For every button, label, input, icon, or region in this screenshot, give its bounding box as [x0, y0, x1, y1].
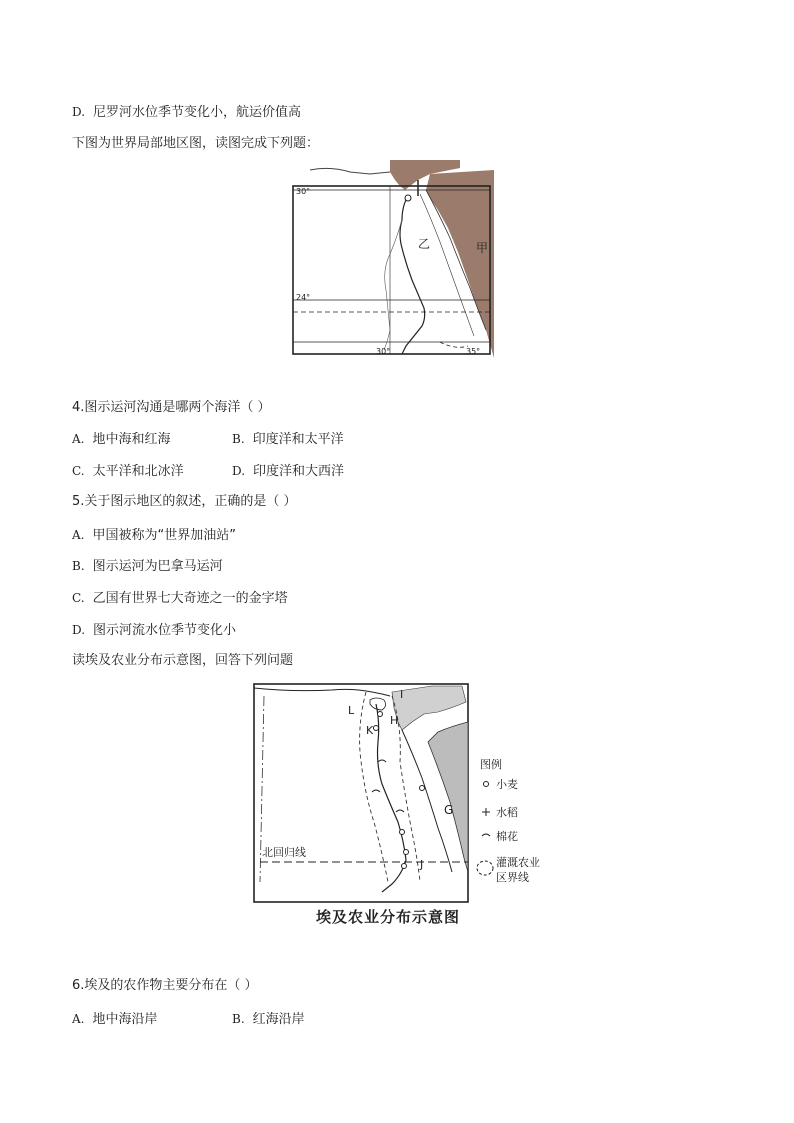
q5-option-d[interactable] — [72, 622, 236, 639]
option-letter: C. — [72, 591, 85, 605]
tropic-label: 北回归线 — [262, 846, 306, 859]
option-letter: B. — [232, 1012, 245, 1026]
option-text: 甲国被称为“世界加油站” — [92, 528, 236, 543]
map-frame — [254, 684, 468, 902]
option-letter: A. — [72, 1012, 85, 1026]
option-text: 图示运河为巴拿马运河 — [92, 559, 223, 574]
legend-boundary: 区界线 — [496, 871, 529, 884]
world-region-map — [290, 160, 494, 358]
lat-30-label: 30° — [296, 187, 311, 196]
map2-caption: 埃及农业分布示意图 — [316, 908, 461, 926]
legend-cotton: 棉花 — [496, 830, 518, 843]
lon-35-label: 35° — [466, 347, 481, 356]
legend-rice: 水稻 — [496, 806, 518, 819]
label-G: G — [444, 803, 454, 817]
egypt-agriculture-map — [252, 682, 562, 904]
q4-option-d[interactable] — [232, 463, 344, 480]
legend-wheat: 小麦 — [496, 778, 518, 791]
option-letter: B. — [72, 559, 85, 573]
q5-option-c[interactable] — [72, 590, 288, 607]
q4-option-a[interactable] — [72, 431, 171, 448]
legend-title: 图例 — [480, 758, 502, 771]
option-text: 红海沿岸 — [252, 1012, 305, 1027]
q5-stem: 5.关于图示地区的叙述，正确的是（ ） — [72, 494, 297, 509]
option-text: 乙国有世界七大奇迹之一的金字塔 — [92, 591, 288, 606]
q4-option-c[interactable] — [72, 463, 184, 480]
label-K: K — [366, 724, 374, 737]
option-letter: A. — [72, 432, 85, 446]
intro-map1: 下图为世界局部地区图，读图完成下列题： — [72, 136, 320, 151]
irrigation-boundary-icon — [477, 861, 493, 875]
q6-stem: 6.埃及的农作物主要分布在（ ） — [72, 978, 258, 993]
option-text: 印度洋和大西洋 — [253, 464, 345, 479]
rice-icon — [482, 808, 490, 816]
option-text: 地中海沿岸 — [92, 1012, 158, 1027]
option-letter: B. — [232, 432, 245, 446]
label-yi: 乙 — [418, 237, 431, 251]
lon-30-label: 30° — [376, 347, 391, 356]
legend-irrigation: 灌溉农业 — [496, 856, 540, 869]
q4-option-b[interactable] — [232, 431, 344, 448]
intro-map2: 读埃及农业分布示意图，回答下列问题 — [72, 653, 294, 668]
cotton-icon — [482, 834, 490, 836]
option-letter: D. — [232, 464, 246, 478]
q5-option-b[interactable] — [72, 558, 223, 575]
label-I: I — [400, 688, 404, 701]
option-text: 尼罗河水位季节变化小，航运价值高 — [93, 105, 302, 120]
label-L: L — [348, 704, 355, 717]
q6-option-b[interactable] — [232, 1011, 305, 1028]
label-J: J — [420, 858, 424, 871]
wheat-icon — [484, 782, 489, 787]
map-legend — [477, 757, 540, 884]
q6-option-a[interactable] — [72, 1011, 158, 1028]
option-letter: D. — [72, 623, 86, 637]
q5-option-a[interactable] — [72, 527, 236, 544]
option-letter: A. — [72, 528, 85, 542]
label-H: H — [390, 714, 399, 727]
option-letter: D. — [72, 105, 86, 119]
option-text: 地中海和红海 — [92, 432, 171, 447]
q4-stem: 4.图示运河沟通是哪两个海洋（ ） — [72, 400, 271, 415]
label-jia: 甲 — [476, 241, 489, 255]
option-text: 太平洋和北冰洋 — [92, 464, 184, 479]
option-text: 印度洋和太平洋 — [252, 432, 344, 447]
lat-24-label: 24° — [296, 293, 311, 302]
option-text: 图示河流水位季节变化小 — [93, 623, 237, 638]
option-letter: C. — [72, 464, 85, 478]
q3-option-d — [72, 104, 301, 121]
